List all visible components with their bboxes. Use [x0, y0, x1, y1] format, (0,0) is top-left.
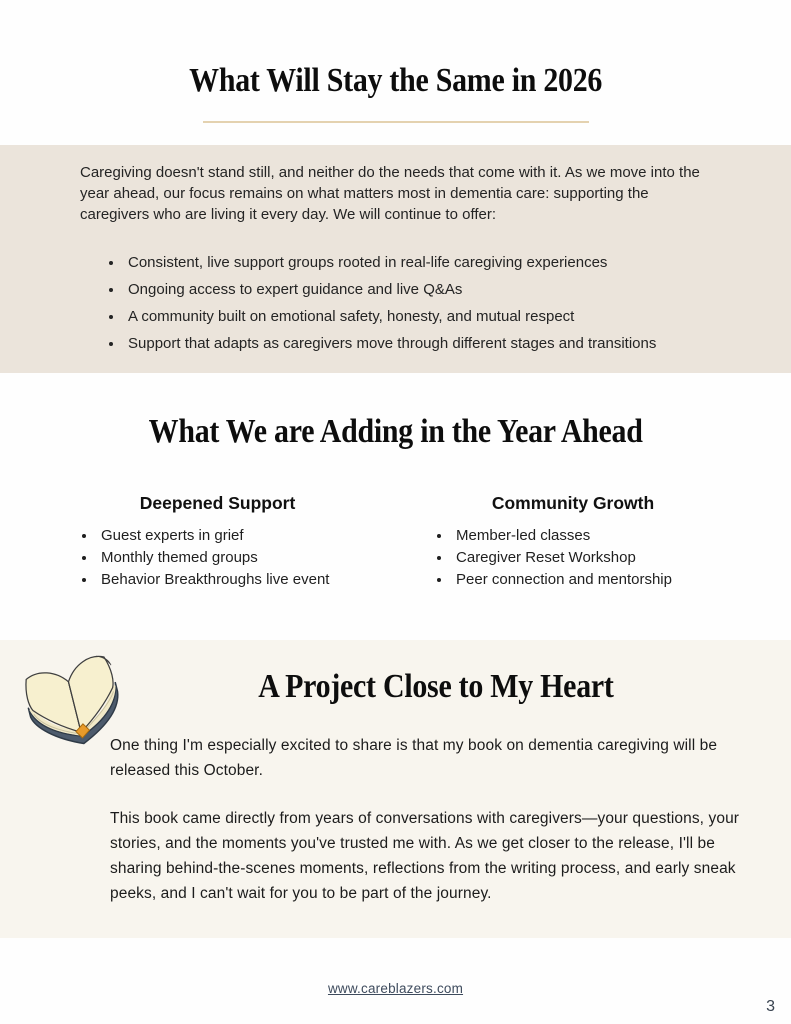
- project-title-text: A Project Close to My Heart: [257, 668, 614, 705]
- column-community-growth: [410, 492, 736, 591]
- project-paragraph-2: This book came directly from years of conversations with caregivers—your questions, your stories, and the moments you've trusted me with. As we get closer to the release, I'll be sharing behind-the-scenes moments, reflections from the writing process, and early sneak peeks, and I can't wait for you to be part of the journey.: [110, 810, 740, 902]
- adding-columns: [0, 492, 791, 591]
- section-stay-same-header: [0, 0, 791, 123]
- list-item: • Behavior Breakthroughs live event: [97, 569, 380, 591]
- column-deepened-support: [55, 492, 380, 591]
- project-paragraph-1: One thing I'm especially excited to share is that my book on dementia caregiving will be released this October.: [110, 737, 718, 779]
- adding-title: [0, 412, 791, 452]
- list-item: • Consistent, live support groups rooted in real-life caregiving experiences: [124, 252, 713, 273]
- list-item: • Monthly themed groups: [97, 547, 380, 569]
- column-heading: Community Growth: [491, 493, 655, 513]
- section-adding: [0, 412, 791, 591]
- list-item: • Ongoing access to expert guidance and live Q&As: [124, 279, 713, 300]
- community-growth-list: [410, 525, 736, 591]
- deepened-support-list: [55, 525, 380, 591]
- section-project: [0, 640, 791, 938]
- page-title-text: What Will Stay the Same in 2026: [189, 62, 602, 99]
- open-book-icon: [22, 654, 128, 754]
- stay-same-list: [80, 252, 713, 354]
- list-item: • Support that adapts as caregivers move through different stages and transitions: [124, 333, 713, 354]
- list-item: • Member-led classes: [452, 525, 736, 547]
- stay-same-intro: Caregiving doesn't stand still, and neither do the needs that come with it. As we move into the year ahead, our focus remains on what matters most in dementia care: supporting the caregivers who are living it every day. We will continue to offer:: [80, 164, 700, 223]
- list-item: • Peer connection and mentorship: [452, 569, 736, 591]
- page-number: 3: [766, 998, 775, 1015]
- section-stay-same: [0, 145, 791, 373]
- page-title: [0, 0, 791, 100]
- list-item: • A community built on emotional safety, honesty, and mutual respect: [124, 306, 713, 327]
- title-divider: [203, 121, 589, 123]
- page-footer: [0, 980, 791, 998]
- list-item: • Caregiver Reset Workshop: [452, 547, 736, 569]
- adding-title-text: What We are Adding in the Year Ahead: [148, 413, 643, 450]
- column-heading: Deepened Support: [139, 493, 296, 513]
- footer-link[interactable]: www.careblazers.com: [327, 981, 464, 996]
- list-item: • Guest experts in grief: [97, 525, 380, 547]
